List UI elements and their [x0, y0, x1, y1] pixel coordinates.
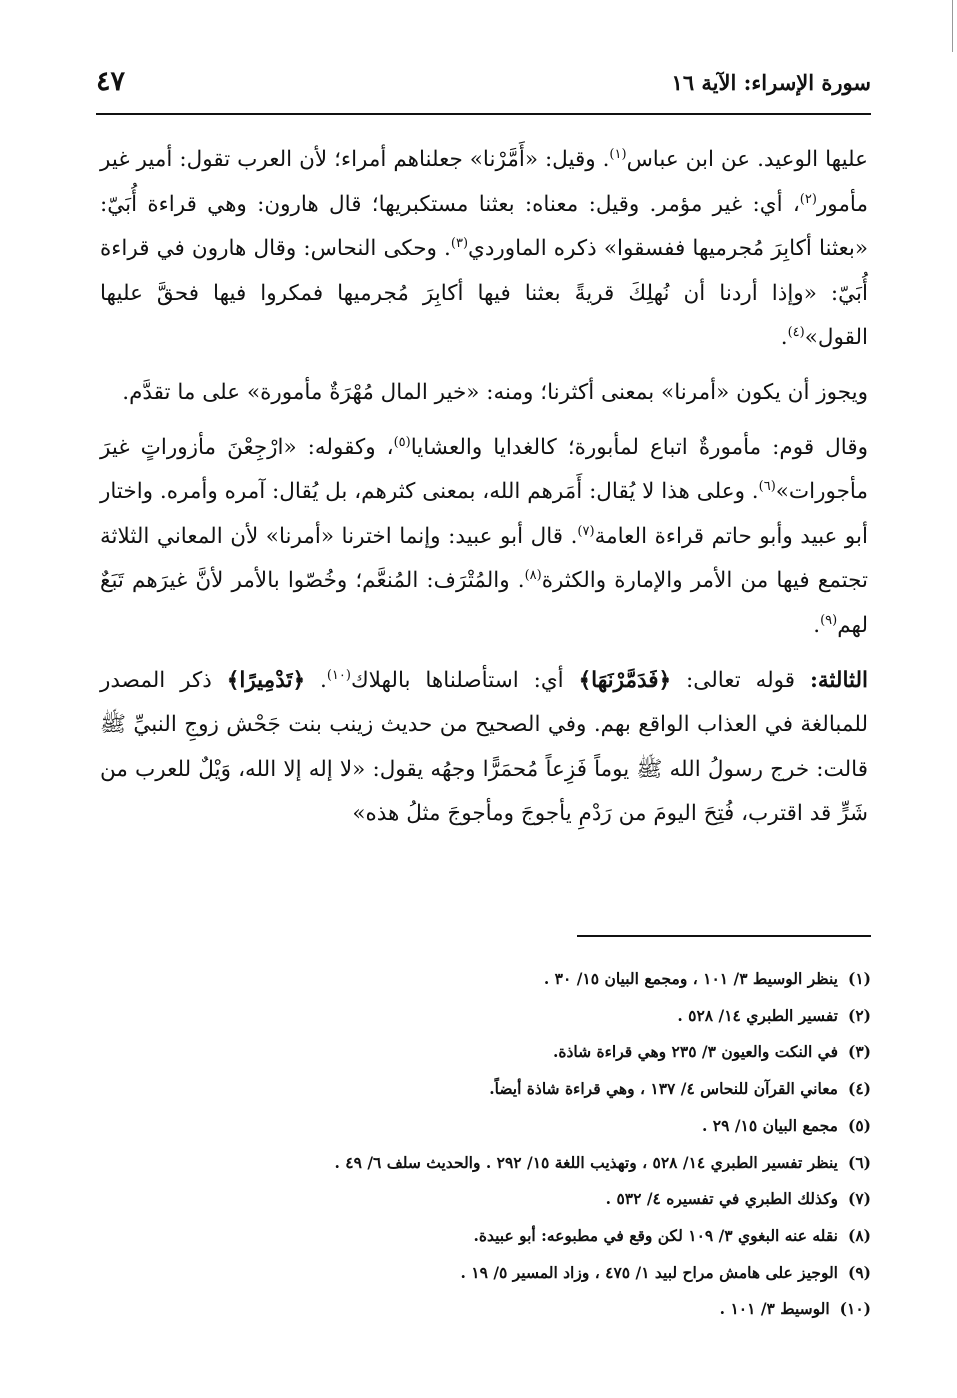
footnote-number: (٧) — [847, 1189, 871, 1209]
footnote-number: (٦) — [847, 1152, 871, 1172]
footnote-ref[interactable]: (٣) — [450, 236, 469, 252]
footnote-ref[interactable]: (٢) — [799, 191, 817, 207]
header-divider — [96, 113, 871, 115]
text-run: وقال قوم: مأمورةٌ اتباع لمأبورة؛ كالغدايا والعشايا — [410, 434, 868, 460]
paragraph-1 — [100, 138, 868, 361]
footnote-ref[interactable]: (٦) — [758, 479, 776, 494]
text-run: . وحكى النحاس: وقال هارون في قراءة أُبَيّ: «وإذا أردنا أن نُهلِكَ قريةً بعثنا فيها أكابِرَ مُجرميها فمكروا فيها فحقَّ عليها القول» — [100, 236, 868, 351]
footnote — [101, 1291, 871, 1328]
paragraph-3 — [100, 426, 868, 649]
text-run: . — [305, 667, 327, 693]
footnote-ref[interactable]: (٨) — [524, 568, 542, 584]
text-run: . — [780, 325, 788, 351]
section-lead: الثالثة: — [809, 667, 869, 693]
footnote-ref[interactable]: (٥) — [393, 434, 411, 450]
footnote-number: (٣) — [847, 1042, 871, 1062]
text-run: . وقيل: «أَمَّرْنا» جعلناهم أمراء؛ لأن العرب تقول: أمير غير مأمور — [100, 147, 868, 217]
footnote — [101, 1034, 871, 1071]
footnote — [101, 1255, 871, 1292]
footnote — [101, 1108, 871, 1145]
paragraph-4 — [100, 659, 868, 837]
margin-line — [952, 0, 953, 52]
footnote-text: الوجيز على هامش مراح لبيد ١/ ٤٧٥ ، وزاد المسير ٥/ ١٩ . — [460, 1262, 838, 1282]
footnote-ref[interactable]: (١٠) — [326, 667, 351, 683]
footnote — [101, 1071, 871, 1108]
footnote-text: في النكت والعيون ٣/ ٢٣٥ وهي قراءة شاذة. — [552, 1042, 838, 1062]
footnote — [101, 1218, 871, 1255]
text-run: . — [813, 612, 821, 638]
text-run: ذكر المصدر للمبالغة في العذاب الواقع بهم. وفي الصحيح من حديث زينب بنت جَحْش زوجِ النبيِّ ﷺ قالت: خرج رسولُ الله ﷺ يوماً فَزِعاً مُحمَرًّا وجهُه يقول: «لا إله إلا الله، وَيْلٌ للعرب من شَرٍّ قد اقترب، فُتِحَ اليومَ من رَدْمِ يأجوجَ ومأجوجَ مثلُ هذه» — [100, 667, 868, 827]
text-run: . قال أبو عبيد: وإنما اخترنا «أمرنا» لأن المعاني الثلاثة تجتمع فيها من الأمر والإمارة والكثرة — [100, 523, 868, 594]
footnote-text: تفسير الطبري ١٤/ ٥٢٨ . — [677, 1005, 838, 1025]
footnote-number: (١٠) — [839, 1299, 871, 1319]
footnote-number: (٢) — [847, 1005, 871, 1025]
footnote-ref[interactable]: (٩) — [820, 612, 838, 628]
footnote-text: الوسيط ٣/ ١٠١ . — [719, 1299, 830, 1319]
running-title: سورة الإسراء: الآية ١٦ — [671, 70, 871, 95]
footnote — [101, 1181, 871, 1218]
footnote-number: (١) — [847, 969, 871, 988]
footnote — [101, 961, 871, 998]
text-run: . وعلى هذا لا يُقال: أَمَرهم الله، بمعنى كثرهم، بل يُقال: آمره وأمره. واختار أبو عبيد وأبو حاتم قراءة العامة — [100, 479, 868, 549]
quran-quote: ﴿تَدْمِيرًا﴾ — [226, 667, 306, 693]
text-run: قوله تعالى: — [671, 667, 810, 693]
paragraph-2: ويجوز أن يكون «أمرنا» بمعنى أكثرنا؛ ومنه: «خير المال مُهْرَةٌ مأمورة» على ما تقدَّم. — [122, 379, 868, 405]
footnote-text: وكذلك الطبري في تفسيره ٤/ ٥٣٢ . — [605, 1189, 838, 1209]
text-run: ، أي: غير مؤمر. وقيل: معناه: بعثنا مستكبريها؛ قال هارون: وهي قراءة أُبَيّ: «بعثنا أكابِرَ مُجرميها ففسقوا» ذكره الماوردي — [100, 191, 868, 262]
footnote-text: نقله عنه البغوي ٣/ ١٠٩ لكن وقع في مطبوعه: أبو عبيدة. — [473, 1225, 838, 1245]
footnote-number: (٤) — [847, 1079, 871, 1099]
footnote — [101, 998, 871, 1035]
footnote-ref[interactable]: (١) — [609, 146, 627, 162]
footnote-ref[interactable]: (٧) — [577, 523, 595, 539]
footnote-text: ينظر تفسير الطبري ١٤/ ٥٢٨ ، وتهذيب اللغة ١٥/ ٢٩٢ . والحديث سلف ٦/ ٤٩ . — [334, 1152, 838, 1172]
footnote — [101, 1145, 871, 1182]
footnote-text: مجمع البيان ١٥/ ٢٩ . — [702, 1115, 838, 1135]
footnote-number: (٥) — [847, 1115, 871, 1135]
running-header — [96, 66, 871, 108]
footnote-text: معاني القرآن للنحاس ٤/ ١٣٧ ، وهي قراءة شاذة أيضاً. — [489, 1079, 838, 1099]
main-text — [100, 138, 868, 837]
footnote-text: ينظر الوسيط ٣/ ١٠١ ، ومجمع البيان ١٥/ ٣٠ . — [543, 969, 838, 988]
footnote-number: (٩) — [847, 1262, 871, 1282]
text-run: . والمُتْرَف: المُنعَّم؛ وخُصّوا بالأمر لأنَّ غيرَهم تَبَعٌ لهم — [100, 568, 868, 638]
footnotes — [101, 961, 871, 1328]
text-run: ، وكقوله: «ارْجِعْنَ مأزوراتٍ غيرَ مأجورات» — [100, 434, 868, 505]
text-run: أي: استأصلناها بالهلاك — [350, 667, 579, 693]
page-number: ٤٧ — [96, 66, 126, 97]
footnote-number: (٨) — [847, 1225, 871, 1245]
text-run: عليها الوعيد. عن ابن عباس — [626, 147, 869, 172]
footnote-ref[interactable]: (٤) — [787, 325, 805, 341]
quran-quote: ﴿فَدَمَّرْنَهَا﴾ — [578, 667, 672, 693]
footnote-divider — [577, 935, 871, 937]
